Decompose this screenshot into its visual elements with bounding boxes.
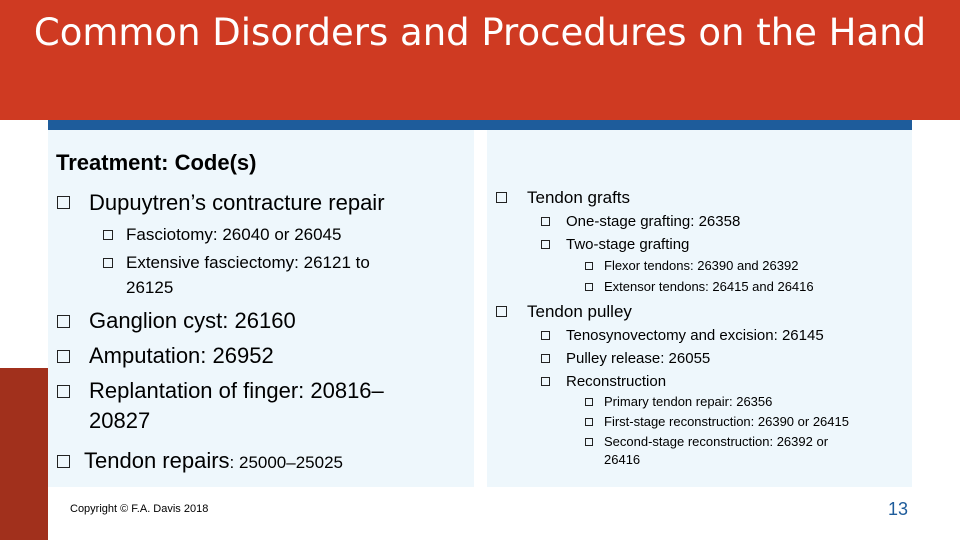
bullet-box-icon [585,438,593,446]
bullet-box-icon [57,196,70,209]
bullet-box-icon [541,217,550,226]
bullet-box-icon [585,262,593,270]
item-one-stage: One-stage grafting: 26358 [566,213,741,230]
item-extensor: Extensor tendons: 26415 and 26416 [604,279,814,294]
bullet-box-icon [541,377,550,386]
bullet-box-icon [103,258,113,268]
bullet-box-icon [57,315,70,328]
title-underline [48,120,912,130]
item-fasciectomy-cont: 26125 [126,278,174,297]
bullet-box-icon [103,230,113,240]
item-tendon-grafts: Tendon grafts [527,188,631,207]
item-tendon-repairs [84,448,343,474]
copyright-footer: Copyright © F.A. Davis 2018 [70,503,209,515]
item-tenosynovectomy: Tenosynovectomy and excision: 26145 [566,327,824,344]
bullet-box-icon [541,331,550,340]
bullet-box-icon [585,418,593,426]
bullet-box-icon [496,192,507,203]
bullet-box-icon [496,306,507,317]
bullet-box-icon [57,455,70,468]
slide-title: Common Disorders and Procedures on the Hand [33,11,927,54]
item-primary-repair: Primary tendon repair: 26356 [604,394,773,409]
item-fasciectomy: Extensive fasciectomy: 26121 to [126,253,370,272]
tendon-repairs-codes: : 25000–25025 [229,453,343,472]
item-amputation: Amputation: 26952 [89,343,274,368]
bullet-box-icon [585,398,593,406]
item-second-stage: Second-stage reconstruction: 26392 or [604,434,829,449]
item-first-stage: First-stage reconstruction: 26390 or 26415 [604,414,849,429]
bullet-box-icon [541,240,550,249]
bullet-box-icon [585,283,593,291]
item-flexor: Flexor tendons: 26390 and 26392 [604,258,799,273]
bullet-box-icon [57,350,70,363]
item-dupuytren: Dupuytren’s contracture repair [89,190,385,215]
left-heading: Treatment: Code(s) [56,150,257,175]
item-replantation-cont: 20827 [89,408,151,433]
tendon-repairs-label: Tendon repairs [84,448,230,473]
bullet-box-icon [57,385,70,398]
bullet-box-icon [541,354,550,363]
item-replantation: Replantation of finger: 20816– [89,378,384,403]
item-two-stage: Two-stage grafting [566,236,690,253]
item-fasciotomy: Fasciotomy: 26040 or 26045 [126,225,342,244]
page-number: 13 [887,499,908,519]
item-ganglion: Ganglion cyst: 26160 [89,308,296,333]
item-pulley-release: Pulley release: 26055 [566,350,711,367]
left-accent-strip [0,368,48,540]
item-reconstruction: Reconstruction [566,373,667,390]
item-second-stage-cont: 26416 [604,452,641,467]
item-tendon-pulley: Tendon pulley [527,302,632,321]
